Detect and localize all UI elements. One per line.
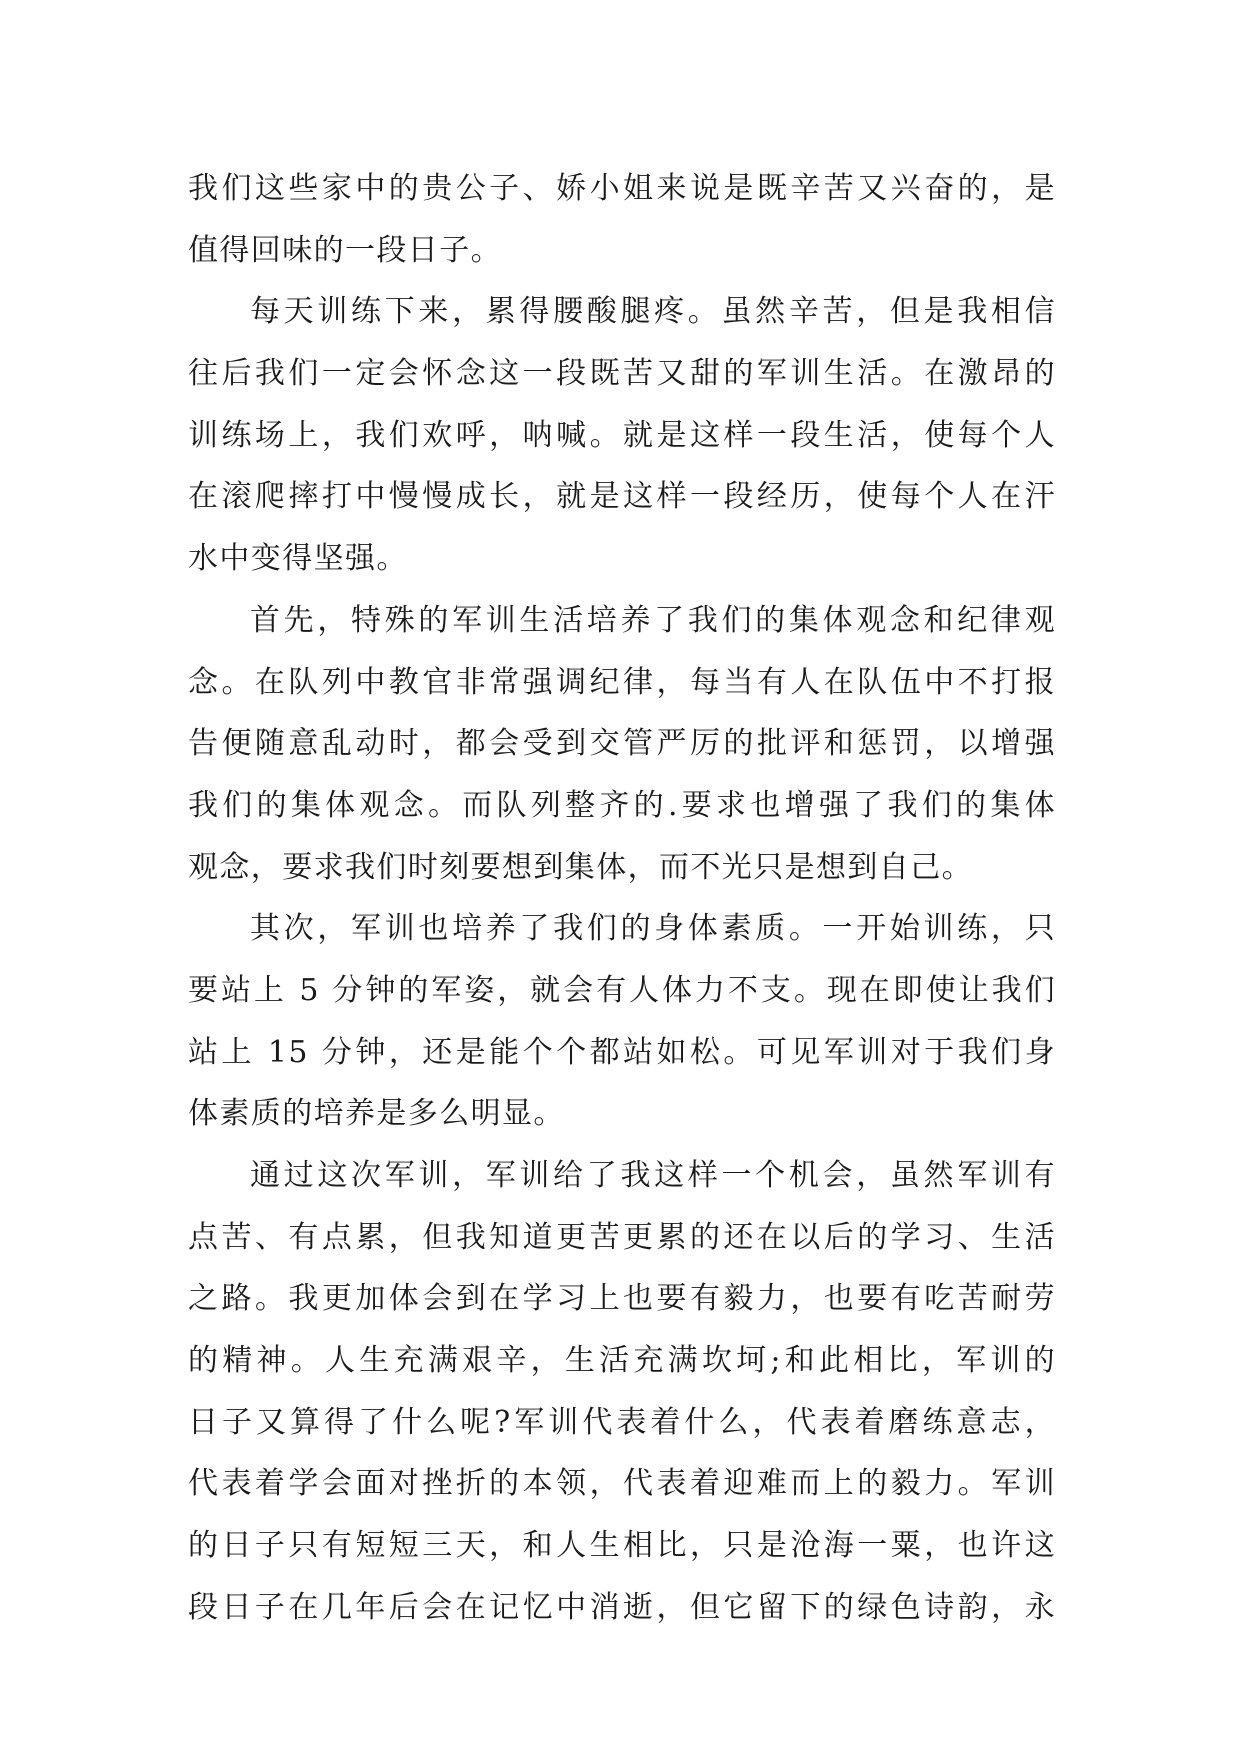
text-line: 观念，要求我们时刻要想到集体，而不光只是想到自己。	[188, 849, 973, 885]
paragraph-first-line: 每天训练下来，累得腰酸腿疼。虽然辛苦，但是我相信	[250, 294, 1056, 330]
text-line: 点苦、有点累，但我知道更苦更累的还在以后的学习、生活	[188, 1219, 1056, 1255]
text-line: 体素质的培养是多么明显。	[188, 1096, 565, 1132]
text-line: 我们这些家中的贵公子、娇小姐来说是既辛苦又兴奋的，是	[188, 171, 1056, 206]
text-line: 日子又算得了什么呢?军训代表着什么，代表着磨练意志，	[188, 1404, 1056, 1440]
text-line: 念。在队列中教官非常强调纪律，每当有人在队伍中不打报	[188, 664, 1056, 700]
text-line: 水中变得坚强。	[188, 541, 408, 577]
paragraph-first-line: 其次，军训也培养了我们的身体素质。一开始训练，只	[250, 911, 1056, 947]
text-line: 的精神。人生充满艰辛，生活充满坎坷;和此相比，军训的	[188, 1343, 1056, 1379]
text-line: 要站上 5 分钟的军姿，就会有人体力不支。现在即使让我们	[188, 972, 1056, 1008]
text-line: 告便随意乱动时，都会受到交管严厉的批评和惩罚，以增强	[188, 726, 1056, 762]
text-line: 我们的集体观念。而队列整齐的.要求也增强了我们的集体	[188, 787, 1056, 823]
text-line: 训练场上，我们欢呼，呐喊。就是这样一段生活，使每个人	[188, 417, 1056, 453]
paragraph-first-line: 首先，特殊的军训生活培养了我们的集体观念和纪律观	[250, 602, 1056, 638]
text-line: 代表着学会面对挫折的本领，代表着迎难而上的毅力。军训	[188, 1466, 1056, 1502]
text-line: 值得回味的一段日子。	[188, 232, 502, 268]
text-line: 的日子只有短短三天，和人生相比，只是沧海一粟，也许这	[188, 1528, 1056, 1564]
text-line: 在滚爬摔打中慢慢成长，就是这样一段经历，使每个人在汗	[188, 479, 1056, 515]
text-line: 往后我们一定会怀念这一段既苦又甜的军训生活。在激昂的	[188, 356, 1056, 392]
text-line: 段日子在几年后会在记忆中消逝，但它留下的绿色诗韵，永	[188, 1589, 1056, 1625]
paragraph-first-line: 通过这次军训，军训给了我这样一个机会，虽然军训有	[250, 1158, 1056, 1193]
text-line: 之路。我更加体会到在学习上也要有毅力，也要有吃苦耐劳	[188, 1281, 1056, 1317]
text-line: 站上 15 分钟，还是能个个都站如松。可见军训对于我们身	[188, 1034, 1056, 1070]
document-body	[188, 158, 1056, 1639]
